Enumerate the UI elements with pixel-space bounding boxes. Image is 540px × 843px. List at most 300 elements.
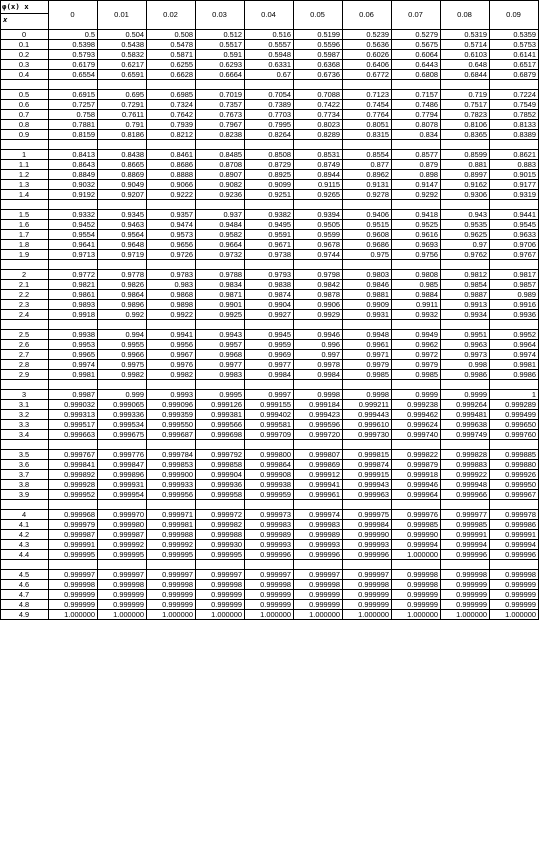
empty-cell [1, 380, 49, 390]
column-header: 0.02 [147, 1, 196, 30]
empty-cell [196, 440, 245, 450]
phi-value-cell: 0.9982 [98, 370, 147, 380]
phi-value-cell: 1.000000 [490, 610, 539, 620]
x-value-cell: 3.6 [1, 460, 49, 470]
phi-value-cell: 0.999994 [392, 540, 441, 550]
phi-value-cell: 0.7019 [196, 90, 245, 100]
phi-value-cell: 0.999966 [441, 490, 490, 500]
phi-value-cell: 0.9881 [343, 290, 392, 300]
phi-value-cell: 0.9956 [147, 340, 196, 350]
phi-value-cell: 0.999999 [490, 600, 539, 610]
empty-cell [98, 140, 147, 150]
x-value-cell: 3.1 [1, 400, 49, 410]
empty-cell [98, 320, 147, 330]
empty-cell [196, 80, 245, 90]
phi-value-cell: 0.758 [49, 110, 98, 120]
phi-value-cell: 0.516 [245, 30, 294, 40]
phi-value-cell: 0.9713 [49, 250, 98, 260]
phi-value-cell: 0.8554 [343, 150, 392, 160]
empty-cell [441, 320, 490, 330]
empty-cell [1, 560, 49, 570]
phi-value-cell: 0.67 [245, 70, 294, 80]
phi-value-cell: 0.9896 [98, 300, 147, 310]
phi-value-cell: 0.9893 [49, 300, 98, 310]
phi-value-cell: 0.999954 [98, 490, 147, 500]
phi-value-cell: 0.999499 [490, 410, 539, 420]
phi-value-cell: 0.648 [441, 60, 490, 70]
x-value-cell: 0.4 [1, 70, 49, 80]
table-row [1, 120, 539, 130]
phi-value-cell: 0.9949 [392, 330, 441, 340]
phi-value-cell: 0.999807 [294, 450, 343, 460]
phi-value-cell: 0.999698 [196, 430, 245, 440]
empty-cell [392, 260, 441, 270]
phi-value-cell: 0.9115 [294, 180, 343, 190]
phi-value-cell: 0.9999 [392, 390, 441, 400]
phi-value-cell: 0.999999 [343, 600, 392, 610]
phi-value-cell: 0.504 [98, 30, 147, 40]
phi-value-cell: 0.9278 [343, 190, 392, 200]
phi-value-cell: 0.999993 [343, 540, 392, 550]
x-value-cell: 2.4 [1, 310, 49, 320]
phi-value-cell: 0.9812 [441, 270, 490, 280]
phi-value-cell: 0.9911 [392, 300, 441, 310]
phi-value-cell: 0.8186 [98, 130, 147, 140]
x-value-cell: 2.3 [1, 300, 49, 310]
phi-value-cell: 0.999720 [294, 430, 343, 440]
phi-value-cell: 0.9633 [490, 230, 539, 240]
phi-value-cell: 0.999800 [245, 450, 294, 460]
x-value-cell: 2 [1, 270, 49, 280]
phi-value-cell: 0.999967 [490, 490, 539, 500]
phi-value-cell: 0.999995 [196, 550, 245, 560]
table-row [1, 310, 539, 320]
phi-value-cell: 0.9854 [441, 280, 490, 290]
phi-value-cell: 0.999892 [49, 470, 98, 480]
x-value-cell: 2.9 [1, 370, 49, 380]
phi-value-cell: 0.9099 [245, 180, 294, 190]
empty-cell [343, 80, 392, 90]
empty-cell [196, 560, 245, 570]
phi-value-cell: 0.9861 [49, 290, 98, 300]
phi-value-cell: 0.9874 [245, 290, 294, 300]
phi-value-cell: 0.6064 [392, 50, 441, 60]
phi-value-cell: 0.999517 [49, 420, 98, 430]
phi-value-cell: 0.999971 [147, 510, 196, 520]
phi-value-cell: 0.9986 [490, 370, 539, 380]
x-value-cell: 2.5 [1, 330, 49, 340]
phi-value-cell: 0.999638 [441, 420, 490, 430]
phi-value-cell: 0.999999 [294, 600, 343, 610]
phi-value-cell: 0.6879 [490, 70, 539, 80]
empty-cell [49, 440, 98, 450]
empty-cell [1, 500, 49, 510]
phi-value-cell: 0.999996 [245, 550, 294, 560]
table-row [1, 540, 539, 550]
phi-value-cell: 0.999930 [196, 540, 245, 550]
phi-value-cell: 0.999581 [245, 420, 294, 430]
empty-cell [49, 80, 98, 90]
phi-value-cell: 0.6141 [490, 50, 539, 60]
phi-value-cell: 0.999675 [98, 430, 147, 440]
phi-value-cell: 0.999481 [441, 410, 490, 420]
phi-value-cell: 0.8686 [147, 160, 196, 170]
phi-value-cell: 0.9441 [490, 210, 539, 220]
phi-value-cell: 0.9177 [490, 180, 539, 190]
phi-value-cell: 0.9406 [343, 210, 392, 220]
phi-value-cell: 0.999979 [49, 520, 98, 530]
phi-value-cell: 0.9965 [49, 350, 98, 360]
corner-phi-label: φ(x) x [2, 2, 29, 11]
phi-value-cell: 0.999864 [245, 460, 294, 470]
phi-value-cell: 0.999999 [196, 600, 245, 610]
phi-value-cell: 0.999998 [147, 580, 196, 590]
table-row [1, 250, 539, 260]
phi-value-cell: 0.9901 [196, 300, 245, 310]
table-row [1, 520, 539, 530]
table-row [1, 210, 539, 220]
empty-cell [343, 560, 392, 570]
phi-value-cell: 0.999238 [392, 400, 441, 410]
phi-value-cell: 0.9884 [392, 290, 441, 300]
group-spacer-row [1, 80, 539, 90]
phi-value-cell: 0.9147 [392, 180, 441, 190]
phi-value-cell: 0.999997 [49, 570, 98, 580]
phi-value-cell: 0.9971 [343, 350, 392, 360]
phi-value-cell: 0.983 [147, 280, 196, 290]
x-value-cell: 4.8 [1, 600, 49, 610]
phi-value-cell: 0.7881 [49, 120, 98, 130]
empty-cell [1, 80, 49, 90]
phi-value-cell: 0.5398 [49, 40, 98, 50]
phi-value-cell: 0.6179 [49, 60, 98, 70]
table-row [1, 480, 539, 490]
phi-value-cell: 0.9236 [196, 190, 245, 200]
phi-value-cell: 0.9978 [294, 360, 343, 370]
phi-value-cell: 0.999065 [98, 400, 147, 410]
phi-value-cell: 0.9505 [294, 220, 343, 230]
phi-value-cell: 0.999998 [294, 580, 343, 590]
phi-value-cell: 0.5753 [490, 40, 539, 50]
phi-value-cell: 0.999980 [98, 520, 147, 530]
table-row [1, 370, 539, 380]
empty-cell [441, 440, 490, 450]
phi-value-cell: 0.9616 [392, 230, 441, 240]
phi-value-cell: 0.9826 [98, 280, 147, 290]
phi-value-cell: 0.9648 [98, 240, 147, 250]
phi-value-cell: 0.999869 [294, 460, 343, 470]
table-row [1, 550, 539, 560]
corner-x-label: x [3, 15, 8, 24]
phi-value-cell: 0.6591 [98, 70, 147, 80]
table-row [1, 30, 539, 40]
phi-value-cell: 0.9952 [490, 330, 539, 340]
table-row [1, 110, 539, 120]
x-value-cell: 4.2 [1, 530, 49, 540]
empty-cell [1, 320, 49, 330]
empty-cell [441, 500, 490, 510]
empty-cell [245, 320, 294, 330]
phi-value-cell: 0.9767 [490, 250, 539, 260]
group-spacer-row [1, 320, 539, 330]
table-row [1, 600, 539, 610]
x-value-cell: 3.5 [1, 450, 49, 460]
phi-value-cell: 0.8729 [245, 160, 294, 170]
table-row [1, 70, 539, 80]
column-header: 0 [49, 1, 98, 30]
phi-value-cell: 0.999977 [441, 510, 490, 520]
phi-value-cell: 0.9943 [196, 330, 245, 340]
phi-value-cell: 0.9974 [49, 360, 98, 370]
phi-value-cell: 0.999534 [98, 420, 147, 430]
phi-value-cell: 0.9972 [392, 350, 441, 360]
phi-value-cell: 0.999709 [245, 430, 294, 440]
phi-value-cell: 0.9962 [392, 340, 441, 350]
empty-cell [245, 440, 294, 450]
phi-value-cell: 0.6844 [441, 70, 490, 80]
phi-value-cell: 0.999926 [490, 470, 539, 480]
phi-value-cell: 0.7454 [343, 100, 392, 110]
phi-value-cell: 0.9986 [441, 370, 490, 380]
phi-value-cell: 0.9452 [49, 220, 98, 230]
empty-cell [245, 140, 294, 150]
phi-value-cell: 0.7823 [441, 110, 490, 120]
empty-cell [392, 500, 441, 510]
table-row [1, 450, 539, 460]
x-value-cell: 0.9 [1, 130, 49, 140]
phi-value-cell: 1.000000 [49, 610, 98, 620]
phi-value-cell: 0.9793 [245, 270, 294, 280]
phi-value-cell: 0.999858 [196, 460, 245, 470]
phi-value-cell: 0.999999 [294, 590, 343, 600]
phi-value-cell: 0.9686 [343, 240, 392, 250]
x-value-cell: 3.9 [1, 490, 49, 500]
empty-cell [49, 560, 98, 570]
empty-cell [490, 440, 539, 450]
phi-value-cell: 0.999995 [98, 550, 147, 560]
column-header: 0.05 [294, 1, 343, 30]
corner-divider [1, 13, 48, 14]
phi-value-cell: 0.999997 [147, 570, 196, 580]
x-value-cell: 4.9 [1, 610, 49, 620]
phi-value-cell: 0.999996 [441, 550, 490, 560]
phi-value-cell: 0.9222 [147, 190, 196, 200]
phi-value-cell: 0.5557 [245, 40, 294, 50]
phi-value-cell: 0.5596 [294, 40, 343, 50]
table-row [1, 580, 539, 590]
phi-value-cell: 0.877 [343, 160, 392, 170]
x-value-cell: 2.2 [1, 290, 49, 300]
phi-value-cell: 0.9608 [343, 230, 392, 240]
phi-value-cell: 0.5239 [343, 30, 392, 40]
phi-value-cell: 0.9953 [49, 340, 98, 350]
phi-value-cell: 0.5793 [49, 50, 98, 60]
phi-value-cell: 0.9927 [245, 310, 294, 320]
phi-value-cell: 0.9292 [392, 190, 441, 200]
empty-cell [147, 560, 196, 570]
empty-cell [1, 260, 49, 270]
phi-value-cell: 0.8665 [98, 160, 147, 170]
table-row [1, 240, 539, 250]
empty-cell [294, 500, 343, 510]
phi-value-cell: 0.8078 [392, 120, 441, 130]
phi-value-cell: 1.000000 [196, 610, 245, 620]
phi-value-cell: 0.999462 [392, 410, 441, 420]
empty-cell [147, 320, 196, 330]
empty-cell [196, 320, 245, 330]
empty-cell [49, 200, 98, 210]
phi-value-cell: 1 [490, 390, 539, 400]
column-header: 0.07 [392, 1, 441, 30]
phi-value-cell: 0.695 [98, 90, 147, 100]
phi-value-cell: 0.9967 [147, 350, 196, 360]
phi-value-cell: 0.834 [392, 130, 441, 140]
x-value-cell: 0.6 [1, 100, 49, 110]
phi-value-cell: 1.000000 [245, 610, 294, 620]
group-spacer-row [1, 440, 539, 450]
phi-value-cell: 0.999883 [441, 460, 490, 470]
phi-value-cell: 0.8106 [441, 120, 490, 130]
phi-value-cell: 0.7324 [147, 100, 196, 110]
phi-value-cell: 0.9993 [147, 390, 196, 400]
empty-cell [98, 260, 147, 270]
phi-value-cell: 0.999968 [49, 510, 98, 520]
phi-value-cell: 0.7517 [441, 100, 490, 110]
x-value-cell: 1.8 [1, 240, 49, 250]
empty-cell [1, 440, 49, 450]
x-value-cell: 1.2 [1, 170, 49, 180]
phi-value-cell: 0.999998 [392, 580, 441, 590]
table-row [1, 360, 539, 370]
phi-value-cell: 0.7794 [392, 110, 441, 120]
empty-cell [294, 80, 343, 90]
phi-value-cell: 0.5478 [147, 40, 196, 50]
empty-cell [343, 500, 392, 510]
phi-value-cell: 0.999997 [343, 570, 392, 580]
phi-value-cell: 0.9803 [343, 270, 392, 280]
phi-value-cell: 0.999126 [196, 400, 245, 410]
phi-value-cell: 0.999989 [245, 530, 294, 540]
phi-value-cell: 0.999993 [245, 540, 294, 550]
phi-value-cell: 0.998 [441, 360, 490, 370]
phi-value-cell: 0.999336 [98, 410, 147, 420]
phi-value-cell: 0.5987 [294, 50, 343, 60]
phi-value-cell: 0.9719 [98, 250, 147, 260]
phi-value-cell: 0.999964 [392, 490, 441, 500]
phi-value-cell: 0.999973 [245, 510, 294, 520]
phi-value-cell: 0.999995 [49, 550, 98, 560]
phi-value-cell: 0.9922 [147, 310, 196, 320]
table-row [1, 460, 539, 470]
empty-cell [343, 260, 392, 270]
table-row [1, 280, 539, 290]
phi-value-cell: 0.719 [441, 90, 490, 100]
x-value-cell: 0.2 [1, 50, 49, 60]
phi-value-cell: 0.8289 [294, 130, 343, 140]
empty-cell [196, 140, 245, 150]
empty-cell [441, 200, 490, 210]
empty-cell [98, 560, 147, 570]
phi-value-cell: 0.999650 [490, 420, 539, 430]
phi-value-cell: 0.5359 [490, 30, 539, 40]
empty-cell [147, 380, 196, 390]
phi-value-cell: 0.9525 [392, 220, 441, 230]
phi-value-cell: 0.6772 [343, 70, 392, 80]
table-row [1, 430, 539, 440]
phi-value-cell: 0.9834 [196, 280, 245, 290]
phi-value-cell: 0.512 [196, 30, 245, 40]
phi-value-cell: 0.9693 [392, 240, 441, 250]
phi-value-cell: 1.000000 [441, 610, 490, 620]
phi-value-cell: 0.999933 [147, 480, 196, 490]
phi-value-cell: 0.9756 [392, 250, 441, 260]
phi-value-cell: 0.8159 [49, 130, 98, 140]
phi-value-cell: 0.999999 [245, 590, 294, 600]
phi-value-cell: 0.9463 [98, 220, 147, 230]
x-value-cell: 1.7 [1, 230, 49, 240]
phi-value-cell: 0.996 [294, 340, 343, 350]
phi-value-cell: 0.999922 [441, 470, 490, 480]
phi-value-cell: 0.999998 [196, 580, 245, 590]
phi-value-cell: 0.999928 [49, 480, 98, 490]
table-row [1, 420, 539, 430]
phi-value-cell: 0.999987 [49, 530, 98, 540]
phi-value-cell: 0.999974 [294, 510, 343, 520]
phi-value-cell: 0.9985 [392, 370, 441, 380]
phi-value-cell: 1.000000 [294, 610, 343, 620]
phi-value-cell: 0.992 [98, 310, 147, 320]
phi-value-cell: 0.6368 [294, 60, 343, 70]
x-value-cell: 3.7 [1, 470, 49, 480]
table-row [1, 170, 539, 180]
phi-value-cell: 0.999978 [490, 510, 539, 520]
phi-value-cell: 0.999999 [343, 590, 392, 600]
phi-value-cell: 0.999896 [98, 470, 147, 480]
phi-value-cell: 0.9192 [49, 190, 98, 200]
phi-value-cell: 0.6255 [147, 60, 196, 70]
column-header: 0.03 [196, 1, 245, 30]
phi-value-cell: 0.999999 [490, 580, 539, 590]
x-value-cell: 0.8 [1, 120, 49, 130]
phi-value-cell: 0.6443 [392, 60, 441, 70]
phi-value-cell: 0.989 [490, 290, 539, 300]
phi-value-cell: 0.999211 [343, 400, 392, 410]
x-value-cell: 4 [1, 510, 49, 520]
phi-value-cell: 0.9934 [441, 310, 490, 320]
phi-value-cell: 0.9904 [245, 300, 294, 310]
x-value-cell: 0.1 [1, 40, 49, 50]
empty-cell [196, 500, 245, 510]
empty-cell [245, 80, 294, 90]
phi-value-cell: 0.6406 [343, 60, 392, 70]
x-value-cell: 3 [1, 390, 49, 400]
phi-value-cell: 0.5871 [147, 50, 196, 60]
phi-value-cell: 0.999032 [49, 400, 98, 410]
phi-value-cell: 0.6331 [245, 60, 294, 70]
empty-cell [441, 560, 490, 570]
x-value-cell: 2.8 [1, 360, 49, 370]
phi-value-cell: 0.8461 [147, 150, 196, 160]
table-row [1, 190, 539, 200]
phi-value-cell: 0.7291 [98, 100, 147, 110]
table-row [1, 410, 539, 420]
table-row [1, 160, 539, 170]
phi-value-cell: 0.999900 [147, 470, 196, 480]
empty-cell [1, 140, 49, 150]
phi-value-cell: 0.999999 [441, 600, 490, 610]
phi-value-cell: 0.999976 [392, 510, 441, 520]
empty-cell [490, 80, 539, 90]
